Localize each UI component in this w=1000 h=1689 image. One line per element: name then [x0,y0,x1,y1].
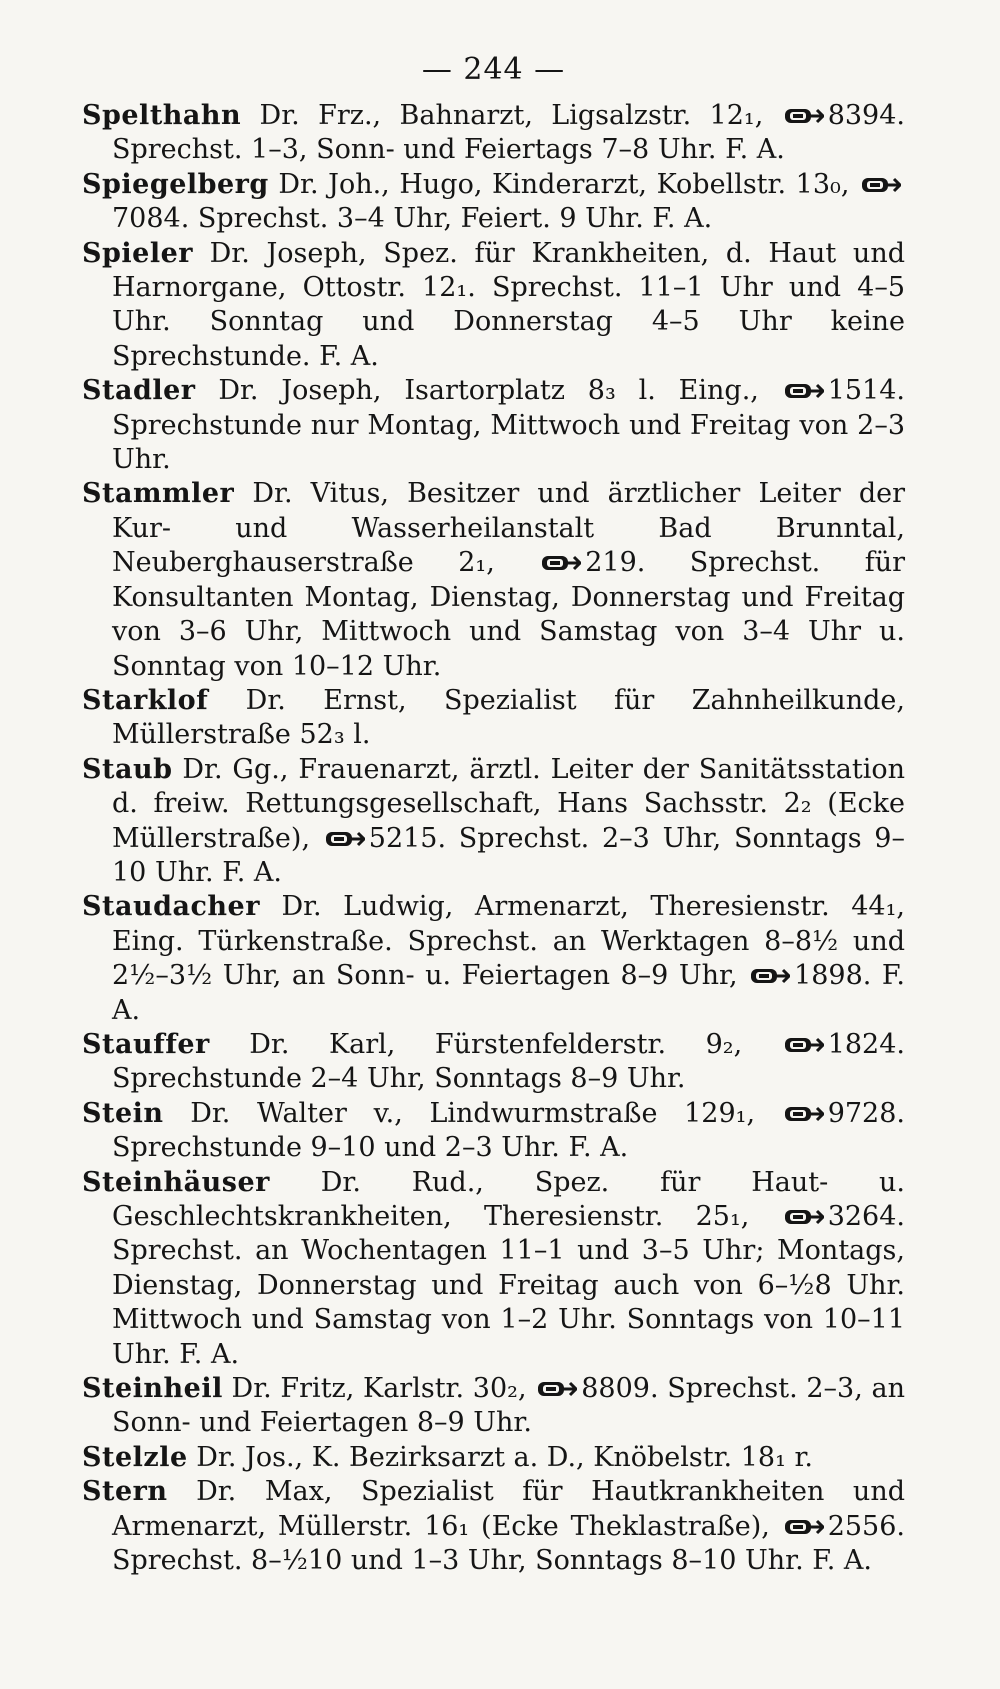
entry-name: Staudacher [82,891,260,923]
entry-name: Spieler [82,237,193,269]
entry-name: Steinhäuser [82,1166,270,1198]
entry-staudacher [82,890,905,1028]
entry-text: 8809. Sprechst. 2–3, an Sonn- und Feiertagen 8–9 Uhr. [112,1373,905,1439]
entry-text: Dr. Gg., Frauenarzt, ärztl. Leiter der Sanitätsstation d. freiw. Rettungsgesellschaft, Hans Sachsstr. 2₂ (Ecke Müllerstraße), [112,753,905,854]
entry-text: Dr. Jos., K. Bezirksarzt a. D., Knöbelstr. 18₁ r. [187,1441,814,1473]
entry-text: 2556. Sprechst. 8–½10 und 1–3 Uhr, Sonntags 8–10 Uhr. F. A. [112,1510,905,1577]
entry-text: 9728. Sprechstunde 9–10 und 2–3 Uhr. F. A. [112,1097,905,1164]
entry-text: 1824. Sprechstunde 2–4 Uhr, Sonntags 8–9 Uhr. [112,1028,905,1095]
entry-text: 1514. Sprechstunde nur Montag, Mittwoch und Freitag von 2–3 Uhr. [112,375,905,476]
entry-text: Dr. Walter v., Lindwurmstraße 129₁, [163,1097,782,1129]
entry-text: Dr. Karl, Fürstenfelderstr. 9₂, [209,1028,782,1060]
entry-text: 1898. F. A. [112,960,905,1026]
entry-list [82,99,905,1578]
entry-stadler [82,374,905,477]
entry-staub [82,753,905,891]
entry-text: Dr. Joh., Hugo, Kinderarzt, Kobellstr. 13₀, [268,168,859,200]
entry-name: Stern [82,1476,168,1508]
entry-text: 7084. Sprechst. 3–4 Uhr, Feiert. 9 Uhr. F. A. [112,203,713,235]
entry-stammler [82,477,905,683]
telephone-icon [541,553,581,573]
telephone-icon [750,966,790,986]
entry-text: 5215. Sprechst. 2–3 Uhr, Sonntags 9–10 Uhr. F. A. [112,822,905,888]
entry-spieler [82,237,905,375]
entry-spelthahn [82,99,905,168]
entry-name: Steinheil [82,1373,223,1405]
page-number: — 244 — [421,52,566,87]
entry-text: 8394. Sprechst. 1–3, Sonn- und Feiertags 7–8 Uhr. F. A. [112,100,905,166]
entry-name: Starklof [82,684,209,716]
telephone-icon [784,1104,824,1124]
telephone-icon [784,1035,824,1055]
entry-text: 219. Sprechst. für Konsultanten Montag, Dienstag, Donnerstag und Freitag von 3–6 Uhr, Mittwoch und Samstag von 3–4 Uhr u. Sonntag von 10–12 Uhr. [112,547,905,682]
entry-stein [82,1097,905,1166]
entry-text: Dr. Fritz, Karlstr. 30₂, [222,1373,536,1405]
entry-text: 3264. Sprechst. an Wochentagen 11–1 und 3–5 Uhr; Montags, Dienstag, Donnerstag und Freitag auch von 6–½8 Uhr. Mittwoch und Samstag von 1–2 Uhr. Sonntags von 10–11 Uhr. F. A. [112,1201,905,1370]
entry-stauffer [82,1028,905,1097]
entry-name: Staub [82,753,173,785]
telephone-icon [325,829,365,849]
entry-text: Dr. Rud., Spez. für Haut- u. Geschlechtskrankheiten, Theresienstr. 25₁, [112,1166,905,1232]
entry-text: Dr. Joseph, Isartorplatz 8₃ l. Eing., [195,375,782,407]
entry-stern [82,1475,905,1578]
telephone-icon [784,106,824,126]
entry-name: Stadler [82,375,196,407]
entry-text: Dr. Max, Spezialist für Hautkrankheiten und Armenarzt, Müllerstr. 16₁ (Ecke Theklastraße), [112,1476,905,1542]
telephone-icon [537,1379,577,1399]
telephone-icon [784,381,824,401]
entry-text: Dr. Frz., Bahnarzt, Ligsalzstr. 12₁, [241,100,782,131]
entry-name: Stammler [82,478,235,510]
entry-name: Stauffer [82,1028,210,1060]
entry-text: Dr. Vitus, Besitzer und ärztlicher Leiter der Kur- und Wasserheilanstalt Bad Brunntal, Neuberghauserstraße 2₁, [112,478,905,579]
entry-name: Spelthahn [82,100,242,131]
entry-text: Dr. Ludwig, Armenarzt, Theresienstr. 44₁, Eing. Türkenstraße. Sprechst. an Werktagen 8–8½ und 2½–3½ Uhr, an Sonn- u. Feiertagen 8–9 Uhr, [112,891,905,992]
telephone-icon [861,175,901,195]
entry-text: Dr. Ernst, Spezialist für Zahnheilkunde, Müllerstraße 52₃ l. [112,684,905,751]
telephone-icon [784,1207,824,1227]
entry-stelzle [82,1441,905,1475]
entry-name: Spiegelberg [82,168,269,200]
entry-name: Stein [82,1097,164,1129]
entry-name: Stelzle [82,1441,188,1473]
telephone-icon [784,1517,824,1537]
entry-steinhäuser [82,1166,905,1372]
entry-steinheil [82,1372,905,1441]
entry-text: Dr. Joseph, Spez. für Krankheiten, d. Haut und Harnorgane, Ottostr. 12₁. Sprechst. 11–1 Uhr und 4–5 Uhr. Sonntag und Donnerstag 4–5 Uhr keine Sprechstunde. F. A. [112,237,905,372]
entry-spiegelberg [82,168,905,237]
entry-starklof [82,684,905,753]
